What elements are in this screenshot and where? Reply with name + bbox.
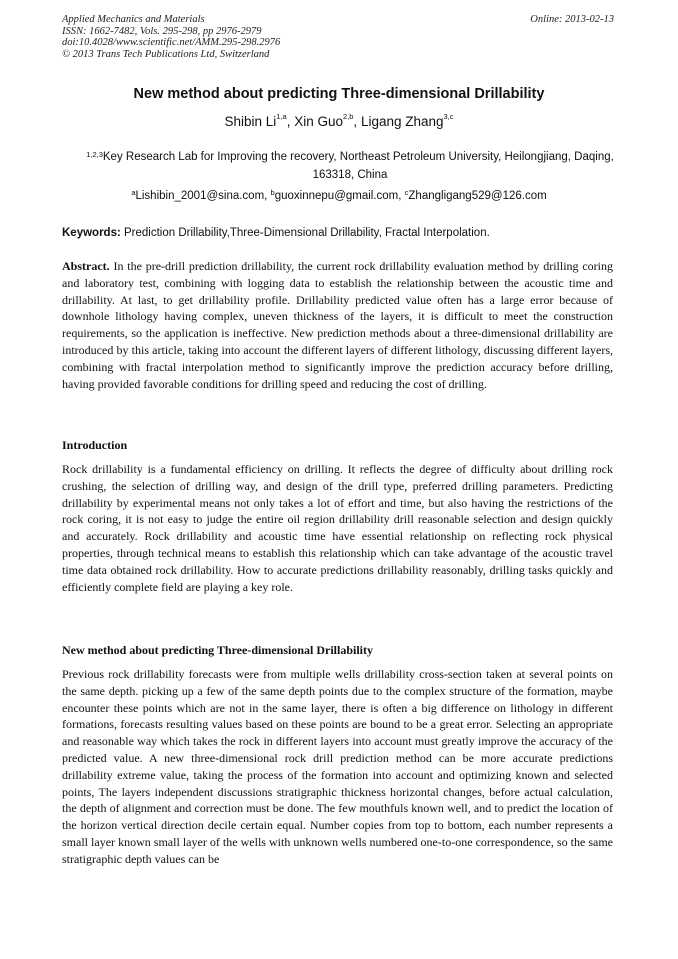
doi-line: doi:10.4028/www.scientific.net/AMM.295-298.2976	[62, 37, 281, 48]
introduction-text: Rock drillability is a fundamental efficiency on drilling. It reflects the degree of difficulty about drilling rock crushing, the selection of drilling way, and design of the drill type, preferred drilling parameters. Predicting drillability by experimental means not only takes a lot of effort and time, but also having the restrictions of the rock coring, it is not easy to judge the entire oil region drillability drill reasonable selection and design quickly and accurately. Rock drillability and acoustic time have essential relationship on reflecting rock physical properties, through technical means to establish this relationship which can take advantage of the acoustic travel time data obtained rock drillability. How to accurate predictions drillability reasonably, drilling tasks quickly and efficiently complete field are playing a key role.	[62, 462, 613, 594]
email-address[interactable]: Lishibin_2001@sina.com	[135, 190, 265, 202]
abstract	[62, 258, 613, 392]
email-address[interactable]: Zhangligang529@126.com	[408, 190, 547, 202]
abstract-text: In the pre-drill prediction drillability, the current rock drillability evaluation method by drilling coring and laboratory test, combining with logging data to establish the relationship between the acoustic time and drillability. At last, to get drillability profile. Drillability predicted value often has a large error because of downhole lithology having complex, uneven thickness of the layers, it is difficult to meet the construction requirements, so the application is ineffective. New prediction methods about a three-dimensional drillability are introduced by this article, taking into account the different layers of different lithology, discussing different layers, combining with fractal interpolation method to significantly improve the prediction accuracy before drilling, having provided favorable conditions for drilling speed and reducing the cost of drilling.	[62, 259, 614, 391]
keywords-text: Prediction Drillability,Three-Dimensional Drillability, Fractal Interpolation.	[124, 227, 490, 239]
copyright-line: © 2013 Trans Tech Publications Ltd, Switzerland	[62, 48, 270, 60]
issn-line: ISSN: 1662-7482, Vols. 295-298, pp 2976-2979	[62, 25, 262, 37]
author-superscript: 2,b	[342, 112, 354, 121]
affiliation-superscript: 1,2,3	[86, 150, 103, 159]
email-address[interactable]: guoxinnepu@gmail.com	[274, 190, 399, 202]
paper-title: New method about predicting Three-dimensional Drillability	[133, 86, 545, 102]
email-list: $^a$Lishibin_2001@sina.com, $^b$guoxinnepu@gmail.com, $^c$Zhangligang529@126.com	[131, 188, 547, 202]
method-text: Previous rock drillability forecasts were from multiple wells drillability cross-section taken at several points on the same depth. picking up a few of the same depth points due to the complex structure of the formation, maybe encounter these points which are not in the same layer, there is often a big difference on lithology in different formations, forecasts resulting values based on these points are bound to be a great error. Selecting an appropriate and reasonable way which takes the rock in different layers into account must greatly improve the accuracy of the predicted value. A new three-dimensional rock drill prediction method can be more accurate predictions drillability extreme value, taking the process of the formation into account and optimizing known and selected points, The layers independent discussions stratigraphic thickness horizontal changes, before actual calculation, the depth of alignment and correction must be done. The few mouthfuls known well, and to predict the location of the horizon vertical direction decile certain equal. Number copies from top to bottom, each number represents a small layer known small layer of the wells with unknown wells numbered one-to-one correspondence, so the same stratigraphic depth values can be	[62, 667, 613, 866]
author-name: Shibin Li	[224, 114, 277, 129]
introduction-heading: Introduction	[62, 438, 128, 452]
author-name: Xin Guo	[294, 114, 343, 129]
author-list: Shibin Li$^{1,a}$, Xin Guo$^{2,b}$, Ligang Zhang$^{3,c}$	[224, 112, 454, 129]
keywords	[62, 227, 618, 239]
author-name: Ligang Zhang	[360, 114, 444, 129]
keywords-label: Keywords:	[62, 227, 121, 239]
journal-header	[62, 14, 280, 60]
author-superscript: 3,c	[443, 112, 454, 121]
method-heading: New method about predicting Three-dimensional Drillability	[62, 643, 374, 657]
email-superscript: c	[404, 188, 409, 197]
affiliation	[80, 148, 620, 184]
online-date: Online: 2013-02-13	[530, 14, 614, 25]
email-superscript: b	[270, 188, 275, 197]
affiliation-text: Key Research Lab for Improving the recovery, Northeast Petroleum University, Heilongjiang, Daqing, 163318, China	[102, 151, 614, 181]
email-superscript: a	[131, 188, 136, 197]
abstract-label: Abstract.	[62, 259, 110, 273]
journal-name: Applied Mechanics and Materials	[62, 14, 205, 25]
author-superscript: 1,a	[276, 112, 287, 121]
